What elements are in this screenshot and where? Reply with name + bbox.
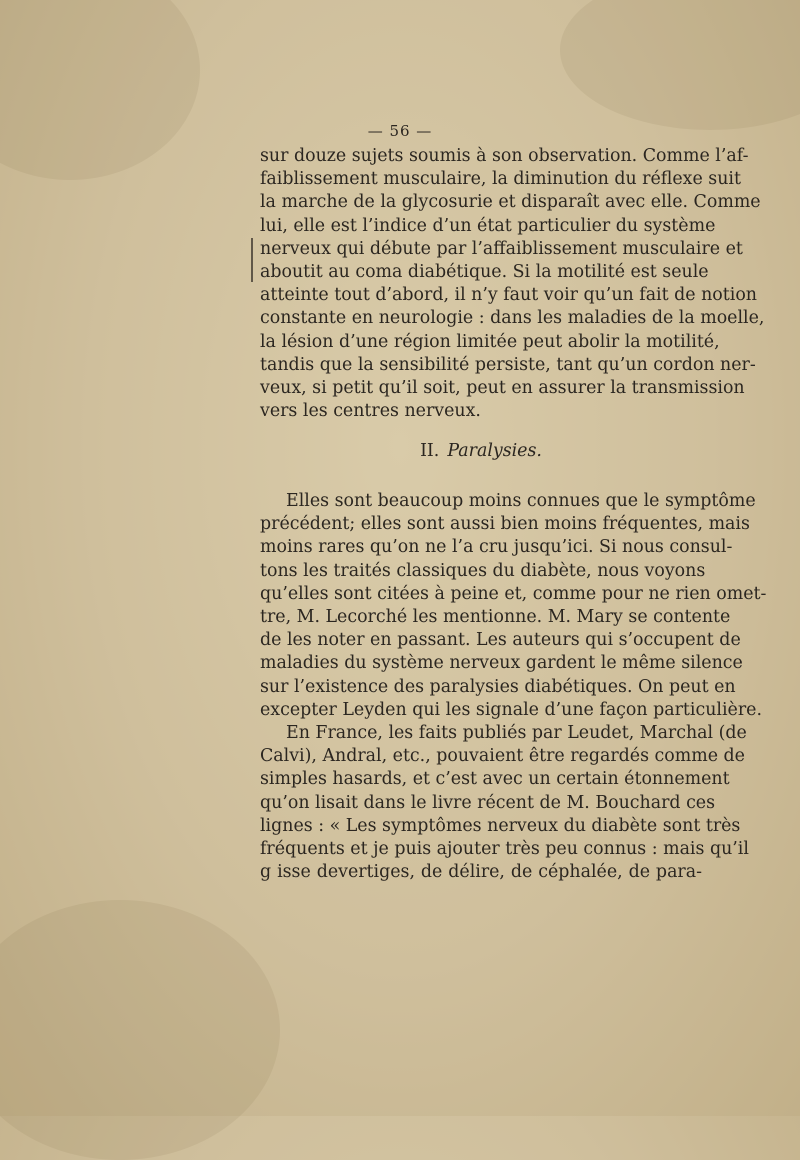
paper-stain — [0, 0, 200, 180]
text-line: atteinte tout d’abord, il n’y faut voir qu’un fait de notion — [260, 285, 757, 306]
section-number: II. — [420, 441, 440, 461]
text-line: lui, elle est l’indice d’un état particulier du système — [260, 215, 716, 236]
text-line: veux, si petit qu’il soit, peut en assurer la transmission — [260, 378, 745, 399]
paragraph-1 — [260, 145, 765, 423]
text-line: faiblissement musculaire, la diminution du réflexe suit — [260, 169, 741, 190]
text-line: fréquents et je puis ajouter très peu connus : mais qu’il — [260, 839, 749, 860]
text-line: précédent; elles sont aussi bien moins fréquentes, mais — [260, 514, 750, 535]
text-line: simples hasards, et c’est avec un certain étonnement — [260, 769, 730, 790]
text-line: En France, les faits publiés par Leudet, Marchal (de — [286, 723, 747, 744]
text-line: lignes : « Les symptômes nerveux du diabète sont très — [260, 815, 741, 836]
text-line: nerveux qui débute par l’affaiblissement musculaire et — [260, 238, 743, 259]
text-line: aboutit au coma diabétique. Si la motilité est seule — [260, 262, 709, 283]
text-line: la marche de la glycosurie et disparaît avec elle. Comme — [260, 192, 761, 213]
text-line: vers les centres nerveux. — [260, 401, 481, 422]
text-line: moins rares qu’on ne l’a cru jusqu’ici. Si nous consul- — [260, 537, 733, 558]
text-line: qu’elles sont citées à peine et, comme pour ne rien omet- — [260, 583, 767, 604]
text-line: maladies du système nerveux gardent le même silence — [260, 653, 743, 674]
paper-stain — [0, 900, 280, 1160]
paragraph-2 — [260, 490, 767, 884]
text-line: sur l’existence des paralysies diabétiques. On peut en — [260, 676, 736, 697]
text-line: constante en neurologie : dans les maladies de la moelle, — [260, 308, 765, 329]
text-line: Elles sont beaucoup moins connues que le symptôme — [286, 491, 756, 511]
text-line: excepter Leyden qui les signale d’une façon particulière. — [260, 699, 762, 720]
page-number: — 56 — — [367, 122, 433, 140]
text-line: Calvi), Andral, etc., pouvaient être regardés comme de — [260, 746, 745, 767]
text-line: de les noter en passant. Les auteurs qui s’occupent de — [260, 630, 741, 651]
text-line: tons les traités classiques du diabète, nous voyons — [260, 560, 706, 581]
text-line: sur douze sujets soumis à son observation. Comme l’af- — [260, 146, 749, 166]
text-line: la lésion d’une région limitée peut abolir la motilité, — [260, 331, 720, 352]
paper-stain — [560, 0, 800, 130]
section-title: Paralysies. — [447, 441, 542, 461]
text-line: tre, M. Lecorché les mentionne. M. Mary se contente — [260, 607, 731, 628]
text-line: g isse devertiges, de délire, de céphalée, de para- — [260, 862, 702, 883]
text-line: qu’on lisait dans le livre récent de M. Bouchard ces — [260, 792, 716, 813]
text-line: tandis que la sensibilité persiste, tant qu’un cordon ner- — [260, 354, 756, 375]
section-heading — [260, 441, 702, 461]
margin-pencil-mark — [251, 238, 253, 282]
